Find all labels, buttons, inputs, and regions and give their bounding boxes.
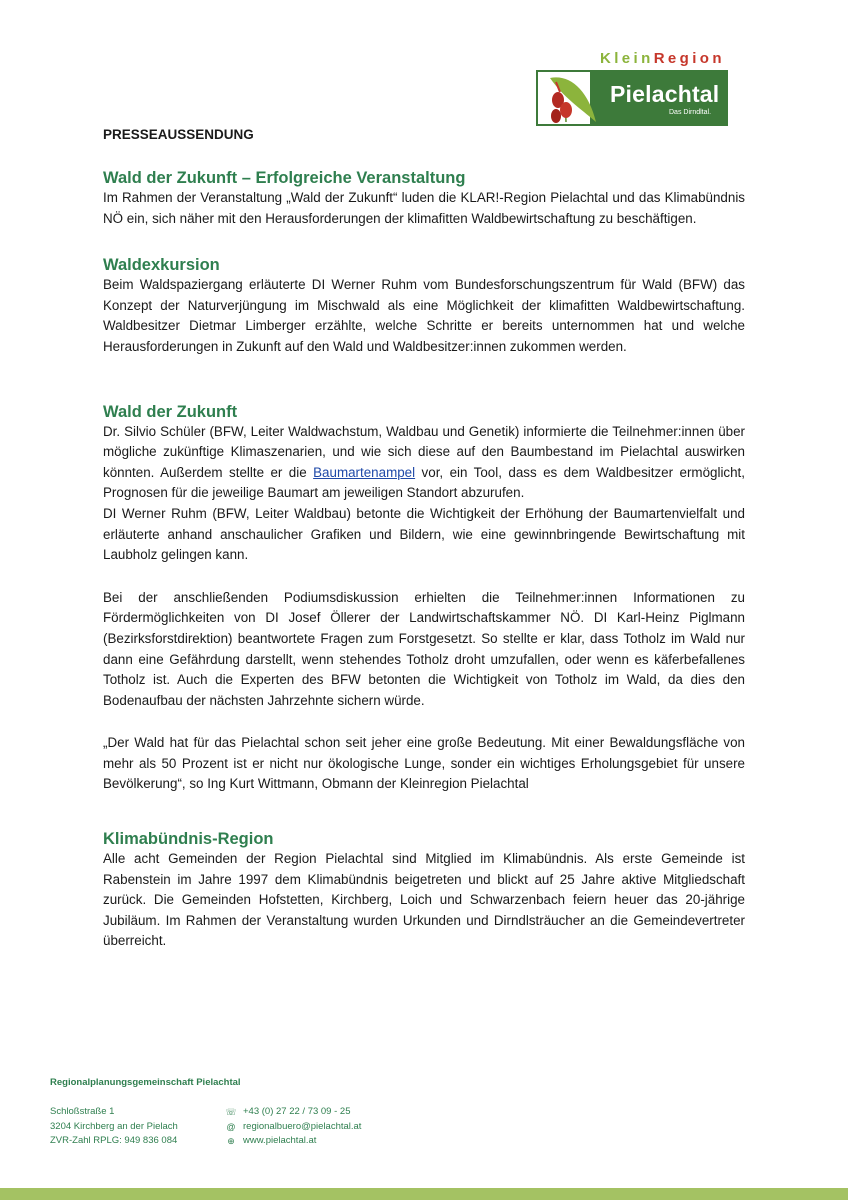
- heading-wald-der-zukunft: Wald der Zukunft: [103, 402, 238, 421]
- heading-waldexkursion: Waldexkursion: [103, 256, 220, 275]
- logo-tagline: Das Dirndltal.: [669, 109, 712, 116]
- footer-website[interactable]: ⊕ www.pielachtal.at: [225, 1134, 361, 1149]
- globe-icon: ⊕: [227, 1136, 235, 1146]
- logo-kleinregion-text: KleinRegion: [600, 50, 725, 67]
- quote-paragraph: „Der Wald hat für das Pielachtal schon seit jeher eine große Bedeutung. Mit einer Bewaldungsfläche von mehr als 50 Prozent ist er nicht nur ökologische Lunge, sonder ein wichtiges Erholungsgebiet für unsere Bevölkerung“, so Ing Kurt Wittmann, Obmann der Kleinregion Pielachtal: [103, 735, 745, 792]
- footer-contact: [225, 1105, 361, 1149]
- future-paragraph-3: Bei der anschließenden Podiumsdiskussion erhielten die Teilnehmer:innen Informationen zu Fördermöglichkeiten von DI Josef Öllerer der Landwirtschaftskammer NÖ. DI Karl-Heinz Piglmann (Bezirksforstdirektion) beantwortete Fragen zum Forstgesetzt. So stellte er klar, dass Totholz im Wald nur dann eine Gefährdung darstellt, wenn stehendes Totholz droht umzufallen, oder wenn es käferbefallenes Totholz ist. Auch die Experten des BFW betonten die Wichtigkeit von Totholz im Wald, da dies den Bodenaufbau der nächsten Jahrzehnte sichern würde.: [103, 589, 745, 708]
- intro-paragraph: Im Rahmen der Veranstaltung „Wald der Zukunft“ luden die KLAR!-Region Pielachtal und das Klimabündnis NÖ ein, sich näher mit den Herausforderungen der klimafitten Waldbewirtschaftung zu beschäftigen.: [103, 190, 745, 226]
- footer-phone: ☏ +43 (0) 27 22 / 73 09 - 25: [225, 1105, 361, 1120]
- at-icon: @: [226, 1121, 236, 1132]
- bottom-green-bar: [0, 1188, 848, 1200]
- footer-address: [50, 1105, 178, 1149]
- logo-pielachtal-text: Pielachtal: [610, 81, 720, 107]
- press-release-body: [103, 127, 745, 952]
- address-line: 3204 Kirchberg an der Pielach: [50, 1120, 178, 1132]
- future-paragraph-1: Dr. Silvio Schüler (BFW, Leiter Waldwachstum, Waldbau und Genetik) informierte die Teilnehmer:innen über mögliche zukünftige Klimaszenarien, und wie sich diese auf den Baumbestand im Pielachtal auswirken könnten. Außerdem stellte er die Baumartenampel vor, ein Tool, dass es dem Waldbesitzer ermöglicht, Prognosen für die jeweilige Baumart am jeweiligen Standort abzurufen.: [103, 423, 745, 501]
- footer-org-name: Regionalplanungsgemeinschaft Pielachtal: [50, 1077, 241, 1088]
- excursion-paragraph: Beim Waldspaziergang erläuterte DI Werner Ruhm vom Bundesforschungszentrum für Wald (BFW) das Konzept der Naturverjüngung im Mischwald als eine Möglichkeit der klimafitten Waldbewirtschaftung. Waldbesitzer Dietmar Limberger erzählte, welche Schritte er bereits unternommen hat und welche Herausforderungen in Zukunft auf den Wald und Waldbesitzer:innen zukommen werden.: [103, 277, 745, 354]
- climate-paragraph: Alle acht Gemeinden der Region Pielachtal sind Mitglied im Klimabündnis. Als erste Gemeinde ist Rabenstein im Jahre 1997 dem Klimabündnis beigetreten und blickt auf 25 Jahre aktive Mitgliedschaft zurück. Die Gemeinden Hofstetten, Kirchberg, Loich und Schwarzenbach feiern heuer das 20-jährige Jubiläum. Im Rahmen der Veranstaltung wurden Urkunden und Dirndlsträucher an die Gemeindevertreter überreicht.: [103, 851, 745, 949]
- footer-email[interactable]: @ regionalbuero@pielachtal.at: [225, 1120, 361, 1135]
- baumartenampel-link[interactable]: Baumartenampel: [313, 464, 416, 480]
- dirndl-berry-icon: [536, 64, 602, 130]
- phone-icon: ☏: [225, 1107, 237, 1117]
- heading-intro: Wald der Zukunft – Erfolgreiche Veranstaltung: [103, 169, 466, 187]
- document-label: PRESSEAUSSENDUNG: [103, 127, 254, 142]
- address-line: Schloßstraße 1: [50, 1106, 115, 1117]
- address-line: ZVR-Zahl RPLG: 949 836 084: [50, 1135, 178, 1146]
- footer: [50, 1077, 810, 1146]
- heading-klimabuendnis: Klimabündnis-Region: [103, 830, 274, 849]
- kleinregion-pielachtal-logo: [536, 50, 748, 130]
- future-paragraph-2: DI Werner Ruhm (BFW, Leiter Waldbau) betonte die Wichtigkeit der Erhöhung der Baumartenvielfalt und erläuterte anhand anschaulicher Grafiken und Bildern, wie eine gewinnbringende Bewirtschaftung mit Laubholz gelingen kann.: [103, 505, 745, 563]
